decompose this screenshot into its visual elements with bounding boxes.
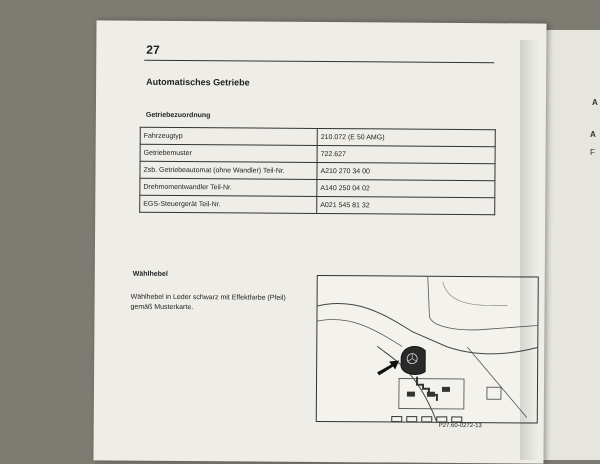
gear-lever-drawing — [317, 276, 538, 423]
table-cell-value: 210.072 (E 50 AMG) — [317, 128, 495, 146]
table-cell-value: A210 270 34 00 — [317, 162, 495, 180]
gear-lever-illustration — [316, 275, 539, 424]
lever-title: Wählhebel — [132, 270, 168, 278]
header-rule — [144, 60, 494, 63]
figure-code: P27.60-0272-13 — [438, 422, 482, 430]
table-cell-value: A140 250 04 02 — [317, 179, 495, 197]
assignment-table — [139, 127, 496, 215]
table-cell-label: Zsb. Getriebeautomat (ohne Wandler) Teil-Nr. — [140, 161, 317, 179]
table-cell-value: 722.627 — [317, 145, 495, 163]
right-page-fragment: F — [590, 148, 595, 157]
page-number: 27 — [146, 42, 160, 57]
page-gutter-shadow — [520, 40, 538, 460]
table-row — [140, 195, 495, 214]
table-cell-label: Drehmomentwandler Teil-Nr. — [140, 178, 317, 196]
left-page — [93, 20, 546, 463]
table-cell-label: Getriebemuster — [140, 144, 317, 162]
table-cell-value: A021 545 81 32 — [317, 196, 495, 214]
right-page-fragment: A — [592, 98, 598, 107]
table-cell-label: Fahrzeugtyp — [140, 127, 317, 145]
lever-description: Wählhebel in Leder schwarz mit Effektfarbe (Pfeil) gemäß Musterkarte. — [130, 293, 286, 312]
right-page-fragment: A — [590, 130, 596, 139]
table-cell-label: EGS-Steuergerät Teil-Nr. — [140, 195, 317, 213]
table-title: Getriebezuordnung — [145, 111, 211, 120]
section-title: Automatisches Getriebe — [146, 76, 250, 88]
